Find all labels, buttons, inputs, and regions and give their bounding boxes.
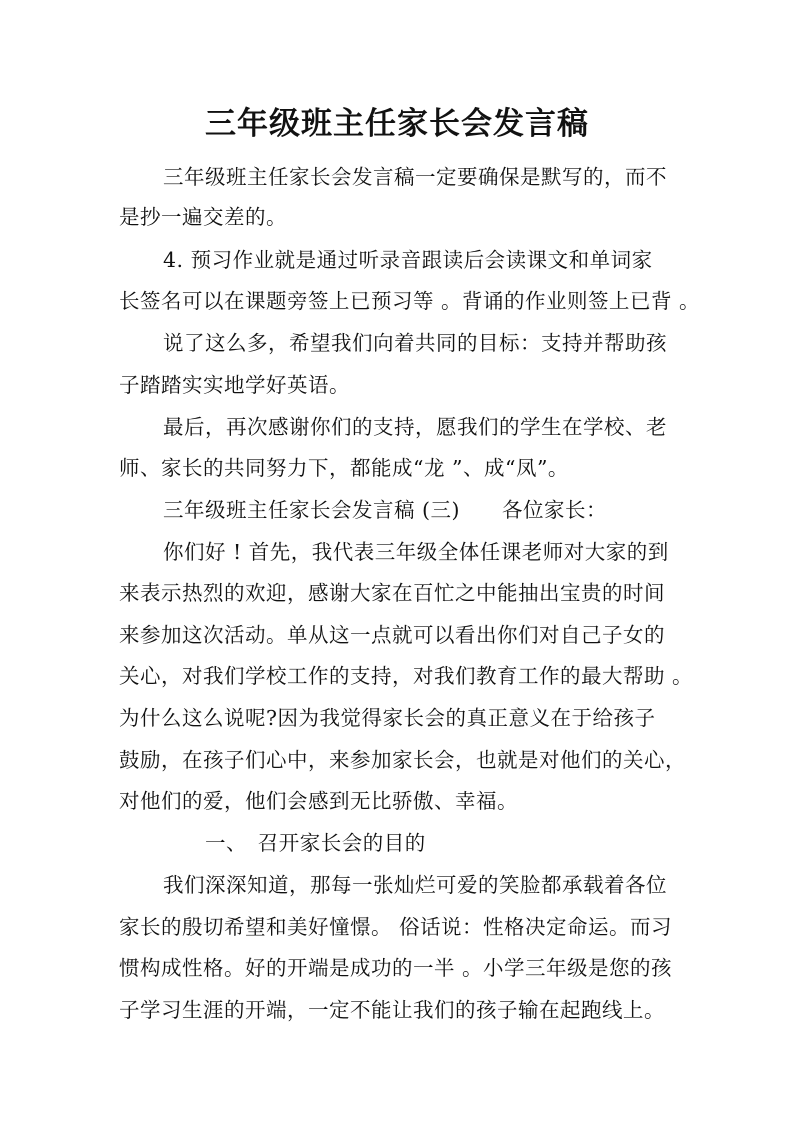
paragraph-line: 子学习生涯的开端，一定不能让我们的孩子输在起跑线上。 — [119, 998, 665, 1022]
paragraph-line: 关心，对我们学校工作的支持，对我们教育工作的最大帮助 。 — [119, 664, 694, 688]
paragraph-line: 惯构成性格。好的开端是成功的一半 。小学三年级是您的孩 — [119, 956, 673, 980]
paragraph-line: 鼓励，在孩子们心中，来参加家长会，也就是对他们的关心， — [119, 748, 686, 772]
paragraph-line: 我们深深知道，那每一张灿烂可爱的笑脸都承载着各位 — [163, 873, 667, 897]
paragraph-line: 长签名可以在课题旁签上已预习等 。背诵的作业则签上已背 。 — [119, 289, 701, 313]
subsection-heading: 一、 召开家长会的目的 — [205, 831, 426, 855]
paragraph-line: 家长的殷切希望和美好憧憬。 俗话说：性格决定命运。而习 — [119, 915, 673, 939]
paragraph-line: 师、家长的共同努力下，都能成“龙 ”、成“凤”。 — [119, 456, 569, 480]
paragraph-line: 来表示热烈的欢迎，感谢大家在百忙之中能抽出宝贵的时间 — [119, 581, 665, 605]
paragraph-line: 三年级班主任家长会发言稿一定要确保是默写的，而不 — [163, 165, 667, 189]
document-title: 三年级班主任家长会发言稿 — [205, 106, 589, 142]
paragraph-line: 为什么这么说呢?因为我觉得家长会的真正意义在于给孩子 — [119, 706, 656, 730]
paragraph-line: 说了这么多，希望我们向着共同的目标：支持并帮助孩 — [163, 331, 667, 355]
paragraph-line: 最后，再次感谢你们的支持，愿我们的学生在学校、老 — [163, 415, 667, 439]
paragraph-line: 4. 预习作业就是通过听录音跟读后会读课文和单词家 — [163, 248, 653, 272]
paragraph-line: 是抄一遍交差的。 — [119, 205, 287, 229]
paragraph-line: 子踏踏实实地学好英语。 — [119, 373, 350, 397]
paragraph-line: 来参加这次活动。单从这一点就可以看出你们对自己子女的 — [119, 623, 665, 647]
paragraph-line: 你们好 ! 首先，我代表三年级全体任课老师对大家的到 — [163, 540, 669, 564]
section-heading: 三年级班主任家长会发言稿 (三) 各位家长： — [163, 498, 608, 522]
paragraph-line: 对他们的爱，他们会感到无比骄傲、幸福。 — [119, 789, 518, 813]
